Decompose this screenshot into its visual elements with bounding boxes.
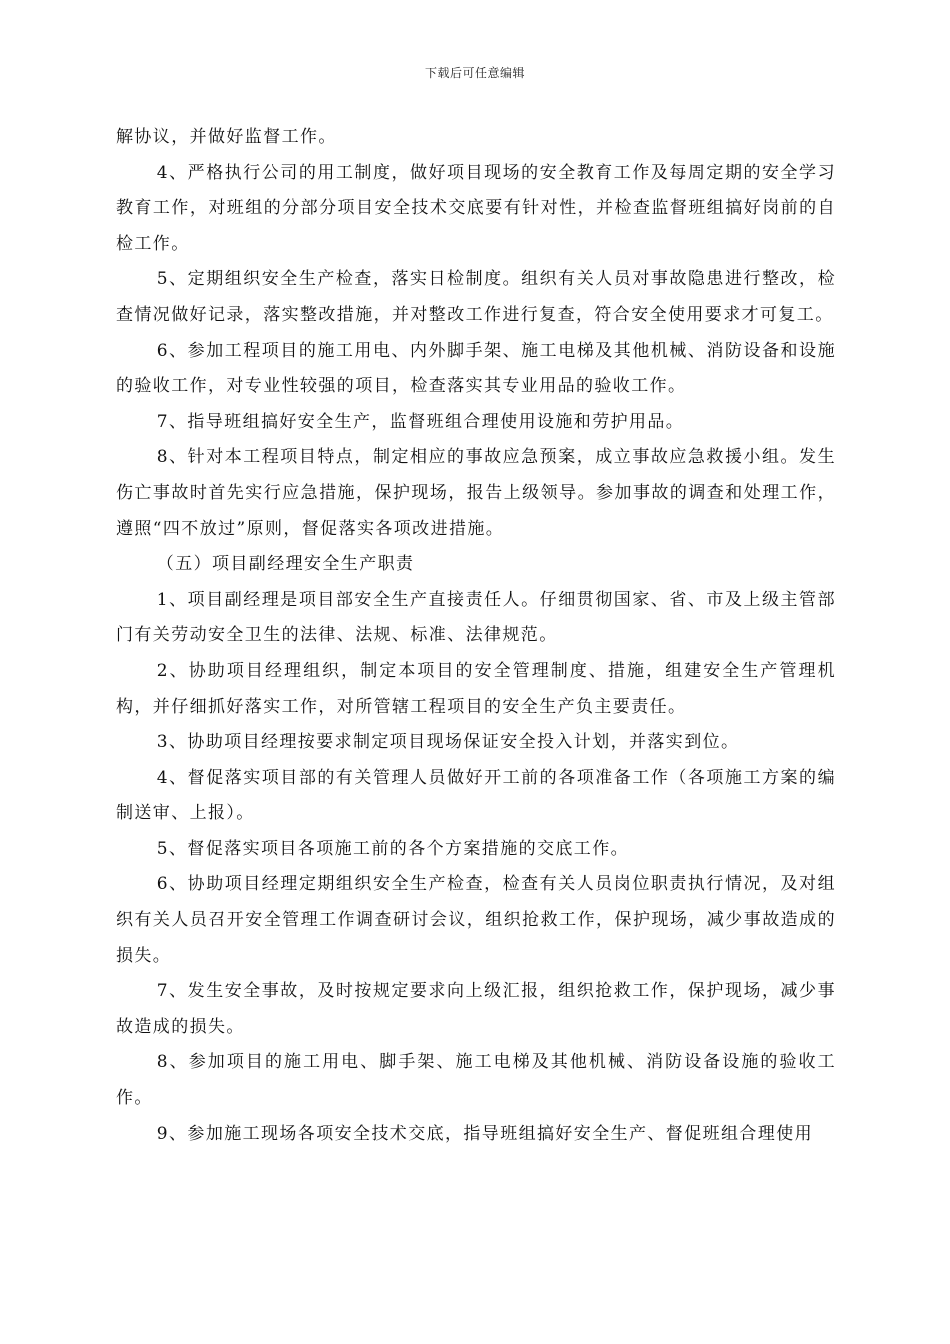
paragraph: 5、督促落实项目各项施工前的各个方案措施的交底工作。: [156, 838, 630, 859]
paragraph: 8、参加项目的施工用电、脚手架、施工电梯及其他机械、消防设备设施的验收工作。: [116, 1052, 836, 1109]
paragraph: 2、协助项目经理组织，制定本项目的安全管理制度、措施，组建安全生产管理机构，并仔细抓好落实工作，对所管辖工程项目的安全生产负主要责任。: [116, 660, 836, 717]
paragraph: 5、定期组织安全生产检查，落实日检制度。组织有关人员对事故隐患进行整改，检查情况做好记录，落实整改措施，并对整改工作进行复查，符合安全使用要求才可复工。: [116, 269, 836, 325]
section-heading: （五）项目副经理安全生产职责: [156, 554, 415, 575]
paragraph: 6、参加工程项目的施工用电、内外脚手架、施工电梯及其他机械、消防设备和设施的验收工作，对专业性较强的项目，检查落实其专业用品的验收工作。: [116, 340, 836, 397]
paragraph: 7、发生安全事故，及时按规定要求向上级汇报，组织抢救工作，保护现场，减少事故造成的损失。: [116, 981, 836, 1037]
paragraph: 解协议，并做好监督工作。: [116, 127, 337, 147]
paragraph: 8、针对本工程项目特点，制定相应的事故应急预案，成立事故应急救援小组。发生伤亡事故时首先实行应急措施，保护现场，报告上级领导。参加事故的调查和处理工作，遵照“四不放过”原则，督促落实各项改进措施。: [116, 447, 836, 539]
paragraph: 4、严格执行公司的用工制度，做好项目现场的安全教育工作及每周定期的安全学习教育工作，对班组的分部分项目安全技术交底要有针对性，并检查监督班组搞好岗前的自检工作。: [116, 162, 836, 254]
paragraph: 1、项目副经理是项目部安全生产直接责任人。仔细贯彻国家、省、市及上级主管部门有关劳动安全卫生的法律、法规、标准、法律规范。: [116, 589, 836, 646]
paragraph: 7、指导班组搞好安全生产，监督班组合理使用设施和劳护用品。: [156, 411, 685, 432]
paragraph: 4、督促落实项目部的有关管理人员做好开工前的各项准备工作（各项施工方案的编制送审、上报）。: [116, 767, 836, 824]
paragraph: 6、协助项目经理定期组织安全生产检查，检查有关人员岗位职责执行情况，及对组织有关人员召开安全管理工作调查研讨会议，组织抢救工作，保护现场，减少事故造成的损失。: [116, 874, 836, 966]
document-body: [116, 120, 836, 1152]
paragraph: 9、参加施工现场各项安全技术交底，指导班组搞好安全生产、督促班组合理使用: [156, 1123, 814, 1144]
page-header: 下载后可任意编辑: [424, 66, 525, 80]
paragraph: 3、协助项目经理按要求制定项目现场保证安全投入计划，并落实到位。: [156, 732, 740, 753]
